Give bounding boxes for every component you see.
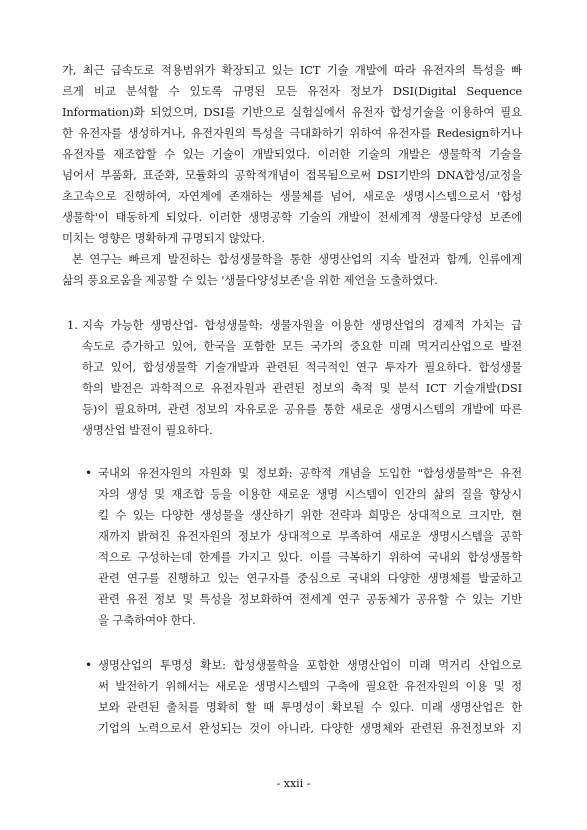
bullet-item-line: 재까지 밝혀진 유전자원의 정보가 상대적으로 부족하여 새로운 생명시스템을 공학 [98, 529, 522, 543]
paragraph-1-line: 가, 최근 급속도로 적용범위가 확장되고 있는 ICT 기술 개발에 따라 유전자의 특성을 빠 [62, 63, 522, 77]
bullet-item-line: 관련 연구를 진행하고 있는 연구자를 중심으로 국내외 다양한 생명체를 발굴하고 [98, 571, 522, 585]
list-number: 1. [67, 318, 78, 332]
bullet-item-line: 킬 수 있는 다양한 생성물을 생산하기 위한 전략과 희망은 상대적으로 크지만, 현 [98, 508, 522, 522]
paragraph-2-line: 삶의 풍요로움을 제공할 수 있는 '생물다양성보존'을 위한 제언을 도출하였다. [62, 273, 438, 287]
paragraph-1-line: 한 유전자를 생성하거나, 유전자원의 특성을 극대화하기 위하여 유전자를 Redesign하거나 [62, 126, 522, 140]
paragraph-1-line: Information)화 되었으며, DSI를 기반으로 실험실에서 유전자 합성기술을 이용하여 필요 [62, 105, 522, 119]
page-number: - xxii - [276, 777, 311, 790]
list-item-line: 학의 발전은 과학적으로 유전자원과 관련된 정보의 축적 및 분석 ICT 기술개발(DSI [82, 381, 522, 395]
paragraph-1-line: 미치는 영향은 명확하게 규명되지 않았다. [62, 231, 265, 245]
bullet-item-line: 보와 관련된 출처를 명확히 할 때 투명성이 확보될 수 있다. 미래 생명산업은 한 [98, 700, 522, 714]
paragraph-2-line: 본 연구는 빠르게 발전하는 합성생물학을 통한 생명산업의 지속 발전과 함께, 인류에게 [72, 252, 522, 266]
list-item-line: 등)이 필요하며, 관련 정보의 자유로운 공유를 통한 새로운 생명시스템의 개발에 따른 [82, 402, 522, 416]
bullet-item-line: 적으로 구성하는데 한계를 가지고 있다. 이를 극복하기 위하여 국내외 합성생물학 [98, 550, 522, 564]
list-item-line: 속도로 증가하고 있어, 한국을 포함한 모든 국가의 중요한 미래 먹거리산업으로 발전 [82, 339, 522, 353]
bullet-item-line: 생명산업의 투명성 확보: 합성생물학을 포함한 생명산업이 미래 먹거리 산업으로 [98, 658, 522, 672]
bullet-icon: • [85, 658, 93, 672]
paragraph-1-line: 넘어서 부품화, 표준화, 모듈화의 공학적개념이 접목됨으로써 DSI기반의 DNA합성/교정을 [62, 168, 522, 182]
paragraph-1-line: 유전자를 재조합할 수 있는 기술이 개발되었다. 이러한 기술의 개발은 생물학적 기술을 [62, 147, 522, 161]
list-item-line: 지속 가능한 생명산업- 합성생물학: 생물자원을 이용한 생명산업의 경제적 가치는 급 [82, 318, 522, 332]
paragraph-1-line: 르게 비교 분석할 수 있도록 규명된 모든 유전자 정보가 DSI(Digital Sequence [62, 84, 522, 98]
bullet-item-line: 자의 생성 및 재조합 등을 이용한 새로운 생명 시스템이 인간의 삶의 질을 향상시 [98, 487, 522, 501]
bullet-item-line: 을 구축하여야 한다. [98, 613, 196, 627]
bullet-item-line: 국내외 유전자원의 자원화 및 정보화: 공학적 개념을 도입한 "합성생물학"은 유전 [98, 466, 522, 480]
paragraph-1-line: 초고속으로 진행하여, 자연계에 존재하는 생물체를 넘어, 새로운 생명시스템으로서 '합성 [62, 189, 522, 203]
bullet-item-line: 기업의 노력으로서 완성되는 것이 아니라, 다양한 생명체와 관련된 유전정보와 지 [98, 721, 522, 735]
list-item-line: 생명산업 발전이 필요하다. [82, 423, 213, 437]
bullet-item-line: 관련 유전 정보 및 특성을 정보화하여 전세계 연구 공동체가 공유할 수 있는 기반 [98, 592, 522, 606]
bullet-icon: • [85, 466, 93, 480]
bullet-item-line: 써 발전하기 위해서는 새로운 생명시스템의 구축에 필요한 유전자원의 이용 및 정 [98, 679, 522, 693]
list-item-line: 하고 있어, 합성생물학 기술개발과 관련된 적극적인 연구 투자가 필요하다. 합성생물 [82, 360, 522, 374]
paragraph-1-line: 생물학'이 태동하게 되었다. 이러한 생명공학 기술의 개발이 전세계적 생물다양성 보존에 [62, 210, 522, 224]
